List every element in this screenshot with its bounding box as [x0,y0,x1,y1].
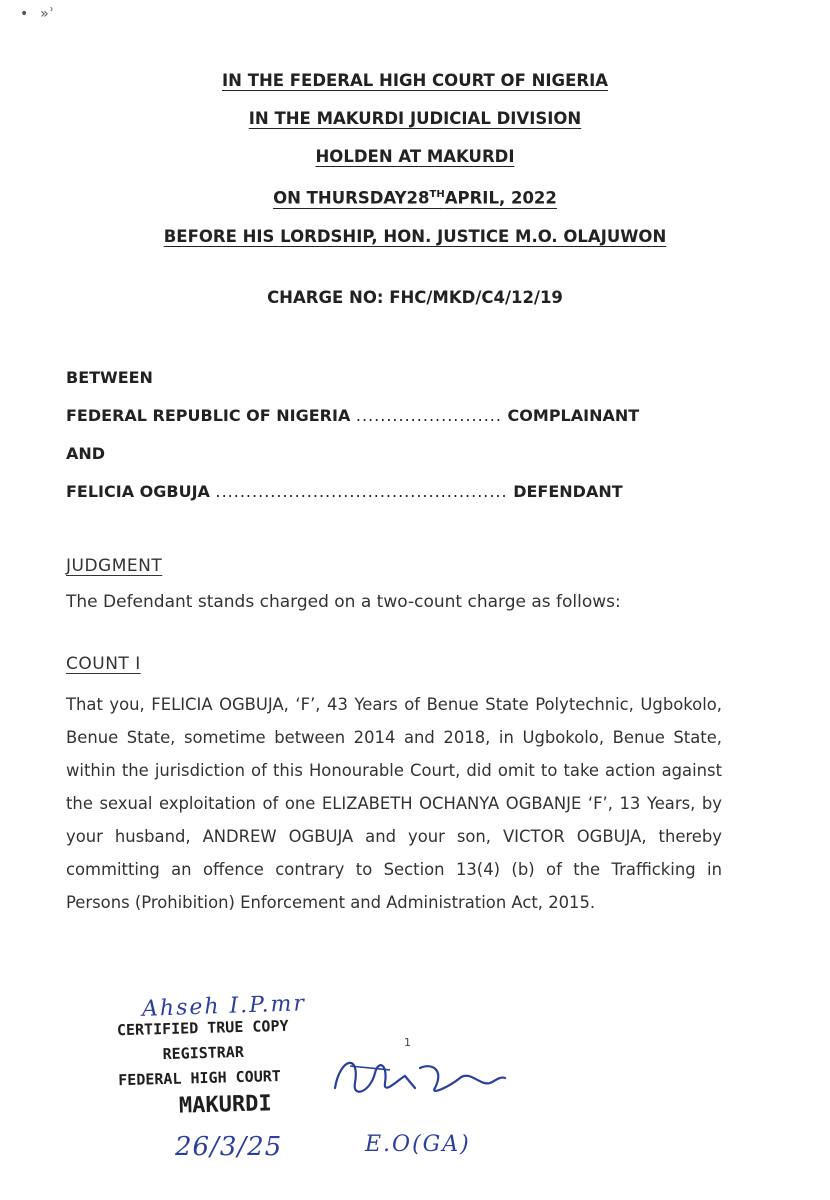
complainant-role: COMPLAINANT [507,406,640,425]
complainant-name: FEDERAL REPUBLIC OF NIGERIA [66,406,351,425]
handwritten-date: 26/3/25 [175,1132,283,1162]
defendant-name: FELICIA OGBUJA [66,482,210,501]
and-label: AND [66,444,106,463]
defendant-role: DEFENDANT [513,482,623,501]
court-name: IN THE FEDERAL HIGH COURT OF NIGERIA [222,71,608,90]
holden-at: HOLDEN AT MAKURDI [315,147,515,166]
page-number: 1 [404,1036,411,1049]
between-label: BETWEEN [66,368,153,387]
judgment-heading: JUDGMENT [66,556,163,576]
signature-scribble [330,1048,520,1108]
count-one-heading: COUNT I [66,654,141,674]
presiding-judge: BEFORE HIS LORDSHIP, HON. JUSTICE M.O. OLAJUWON [163,226,667,246]
handwritten-name: Ahseh I.P.mr [141,991,307,1022]
defendant-dots: ................................................ [215,482,508,501]
stamp-location: MAKURDI [178,1091,272,1119]
stamp-certified: CERTIFIED TRUE COPY [116,1016,289,1040]
defendant-line [66,482,623,501]
judgment-intro: The Defendant stands charged on a two-count charge as follows: [66,592,621,612]
stamp-court: FEDERAL HIGH COURT [118,1066,282,1090]
complainant-dots: ........................ [355,406,502,425]
count-one-text: That you, FELICIA OGBUJA, ‘F’, 43 Years of Benue State Polytechnic, Ugbokolo, Benue State, sometime between 2014 and 2018, in Ugbokolo, Benue State, within the jurisdiction of this Honourable Court, did omit to take action against the sexual exploitation of one ELIZABETH OCHANYA OGBANJE ‘F’, 13 Years, by your husband, ANDREW OGBUJA and your son, VICTOR OGBUJA, thereby committing an offence contrary to Section 13(4) (b) of the Trafficking in Persons (Prohibition) Enforcement and Administration Act, 2015. [66,695,722,912]
handwritten-initials: E.O(GA) [365,1132,471,1157]
charge-number: CHARGE NO: FHC/MKD/C4/12/19 [267,288,563,307]
scan-mark: • »ʾ [20,6,56,22]
certified-copy-stamp [117,1014,291,1123]
judicial-division: IN THE MAKURDI JUDICIAL DIVISION [248,109,582,128]
stamp-registrar: REGISTRAR [162,1042,245,1064]
hearing-date: ON THURSDAY28THAPRIL, 2022 [273,188,557,208]
court-caption [0,62,830,256]
complainant-line [66,406,639,425]
